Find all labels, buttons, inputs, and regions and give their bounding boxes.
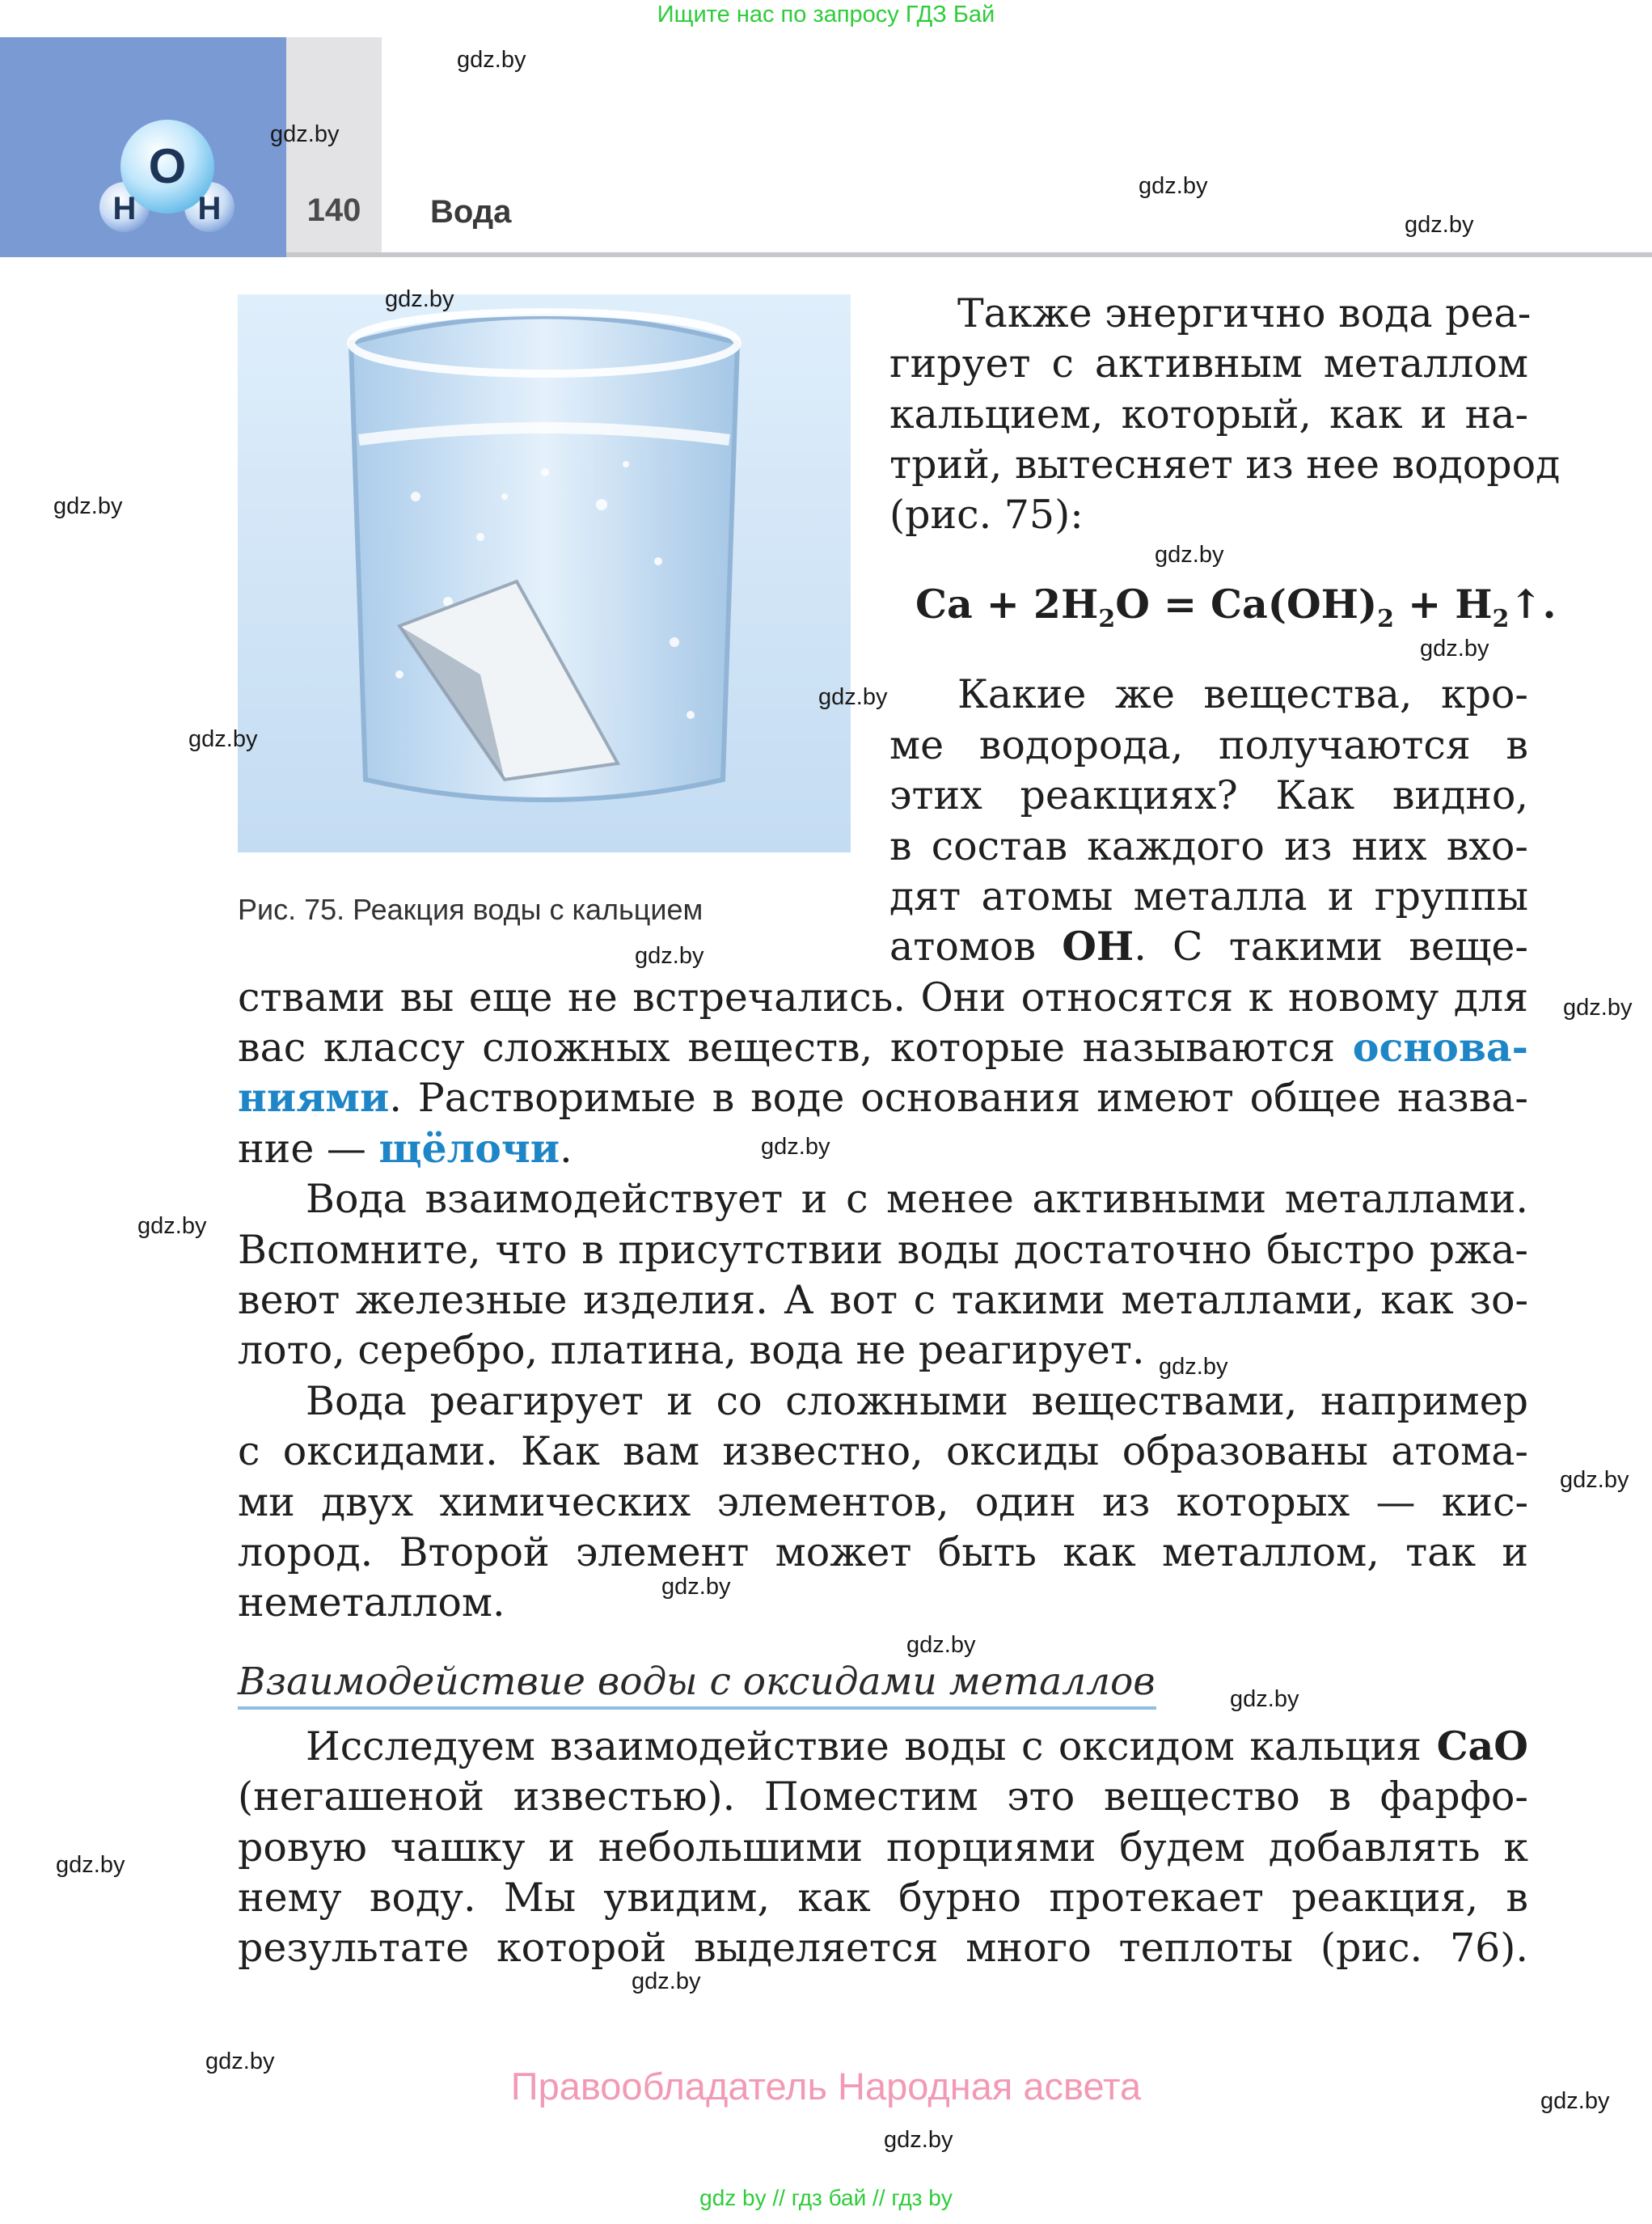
text-line: с оксидами. Как вам известно, оксиды образованы атома- <box>238 1428 1528 1474</box>
watermark: gdz.by <box>884 2127 953 2153</box>
text-line: Какие же вещества, кро- <box>957 671 1528 717</box>
text-line: трий, вытесняет из нее водород <box>889 442 1561 488</box>
beaker-illustration <box>238 294 851 852</box>
text-line: ствами вы еще не встречались. Они относятся к новому для <box>238 975 1528 1021</box>
watermark: gdz.by <box>457 47 526 73</box>
watermark: gdz.by <box>632 1968 701 1994</box>
bottom-links[interactable]: gdz by // гдз бай // гдз by <box>699 2185 953 2210</box>
text-line: атомов OH. С такими веще- <box>889 923 1528 970</box>
watermark: gdz.by <box>1159 1354 1228 1380</box>
top-banner[interactable]: Ищите нас по запросу ГДЗ Бай <box>657 2 995 27</box>
text-line: ме водорода, получаются в <box>889 722 1528 768</box>
text-line: дят атомы металла и группы <box>889 873 1528 920</box>
reaction-formula: $Ca + 2H_2O = Ca(OH)_2$ + $H_2↑$. <box>915 581 1557 633</box>
text-line: в состав каждого из них вхо- <box>889 823 1528 869</box>
watermark: gdz.by <box>1420 636 1489 662</box>
watermark: gdz.by <box>661 1574 731 1600</box>
watermark: gdz.by <box>205 2049 275 2074</box>
water-molecule-icon <box>0 37 286 257</box>
text-line: вас классу сложных веществ, которые называются основа- <box>238 1024 1528 1071</box>
term-osnovaniya: основа- <box>1352 1024 1528 1071</box>
watermark: gdz.by <box>1405 212 1474 238</box>
watermark: gdz.by <box>53 493 123 519</box>
watermark: gdz.by <box>635 943 704 969</box>
page-number: 140 <box>306 192 361 228</box>
header-color-block <box>0 37 286 257</box>
copyright-notice: Правообладатель Народная асвета <box>510 2065 1142 2108</box>
watermark: gdz.by <box>188 726 258 752</box>
text-line: результате которой выделяется много теплоты (рис. 76). <box>238 1925 1528 1971</box>
watermark: gdz.by <box>906 1632 976 1658</box>
text-line: гирует с активным металлом <box>889 340 1528 387</box>
text-line: Вода реагирует и со сложными веществами, например <box>306 1378 1528 1424</box>
text-line: веют железные изделия. А вот с такими металлами, как зо- <box>238 1277 1528 1323</box>
text-line: (негашеной известью). Поместим это вещество в фарфо- <box>238 1774 1528 1820</box>
hydrogen-label-right: H <box>197 191 222 226</box>
text-line: (рис. 75): <box>889 492 1084 538</box>
watermark: gdz.by <box>761 1134 830 1160</box>
text-line: Также энергично вода реа- <box>957 290 1532 336</box>
text-line: ровую чашку и небольшими порциями будем добавлять к <box>238 1824 1528 1871</box>
watermark: gdz.by <box>1540 2088 1610 2114</box>
header-divider <box>286 252 1652 257</box>
text-line: ние — щёлочи. <box>238 1125 572 1172</box>
text-line: нему воду. Мы увидим, как бурно протекает реакция, в <box>238 1875 1528 1921</box>
text-line: ниями. Растворимые в воде основания имеют общее назва- <box>238 1074 1528 1121</box>
text-line: этих реакциях? Как видно, <box>889 772 1528 818</box>
figure-caption: Рис. 75. Реакция воды с кальцием <box>238 893 703 926</box>
subheading: Взаимодействие воды с оксидами металлов <box>238 1660 1156 1704</box>
watermark: gdz.by <box>1560 1467 1629 1493</box>
hydrogen-label-left: H <box>112 191 137 226</box>
text-line: ми двух химических элементов, один из которых — кис- <box>238 1479 1528 1525</box>
watermark: gdz.by <box>270 121 340 147</box>
figure-75-image <box>238 294 851 852</box>
text-line: лото, серебро, платина, вода не реагирует. <box>238 1327 1145 1373</box>
text-line: неметаллом. <box>238 1579 505 1626</box>
watermark: gdz.by <box>1139 173 1208 199</box>
watermark: gdz.by <box>137 1213 207 1239</box>
text-line: Вспомните, что в присутствии воды достаточно быстро ржа- <box>238 1227 1528 1273</box>
watermark: gdz.by <box>1230 1686 1299 1712</box>
section-title: Вода <box>430 194 512 230</box>
watermark: gdz.by <box>818 684 888 710</box>
oxygen-label: O <box>148 139 187 193</box>
term-shchelochi: щёлочи <box>378 1125 560 1172</box>
subheading-underline <box>238 1706 1156 1710</box>
text-line: Вода взаимодействует и с менее активными металлами. <box>306 1176 1528 1222</box>
text-line: лород. Второй элемент может быть как металлом, так и <box>238 1529 1528 1575</box>
watermark: gdz.by <box>56 1852 125 1878</box>
text-line: Исследуем взаимодействие воды с оксидом кальция CaO <box>306 1723 1528 1769</box>
watermark: gdz.by <box>385 286 454 312</box>
watermark: gdz.by <box>1563 995 1633 1021</box>
text-line: кальцием, который, как и на- <box>889 391 1528 438</box>
watermark: gdz.by <box>1155 542 1224 568</box>
